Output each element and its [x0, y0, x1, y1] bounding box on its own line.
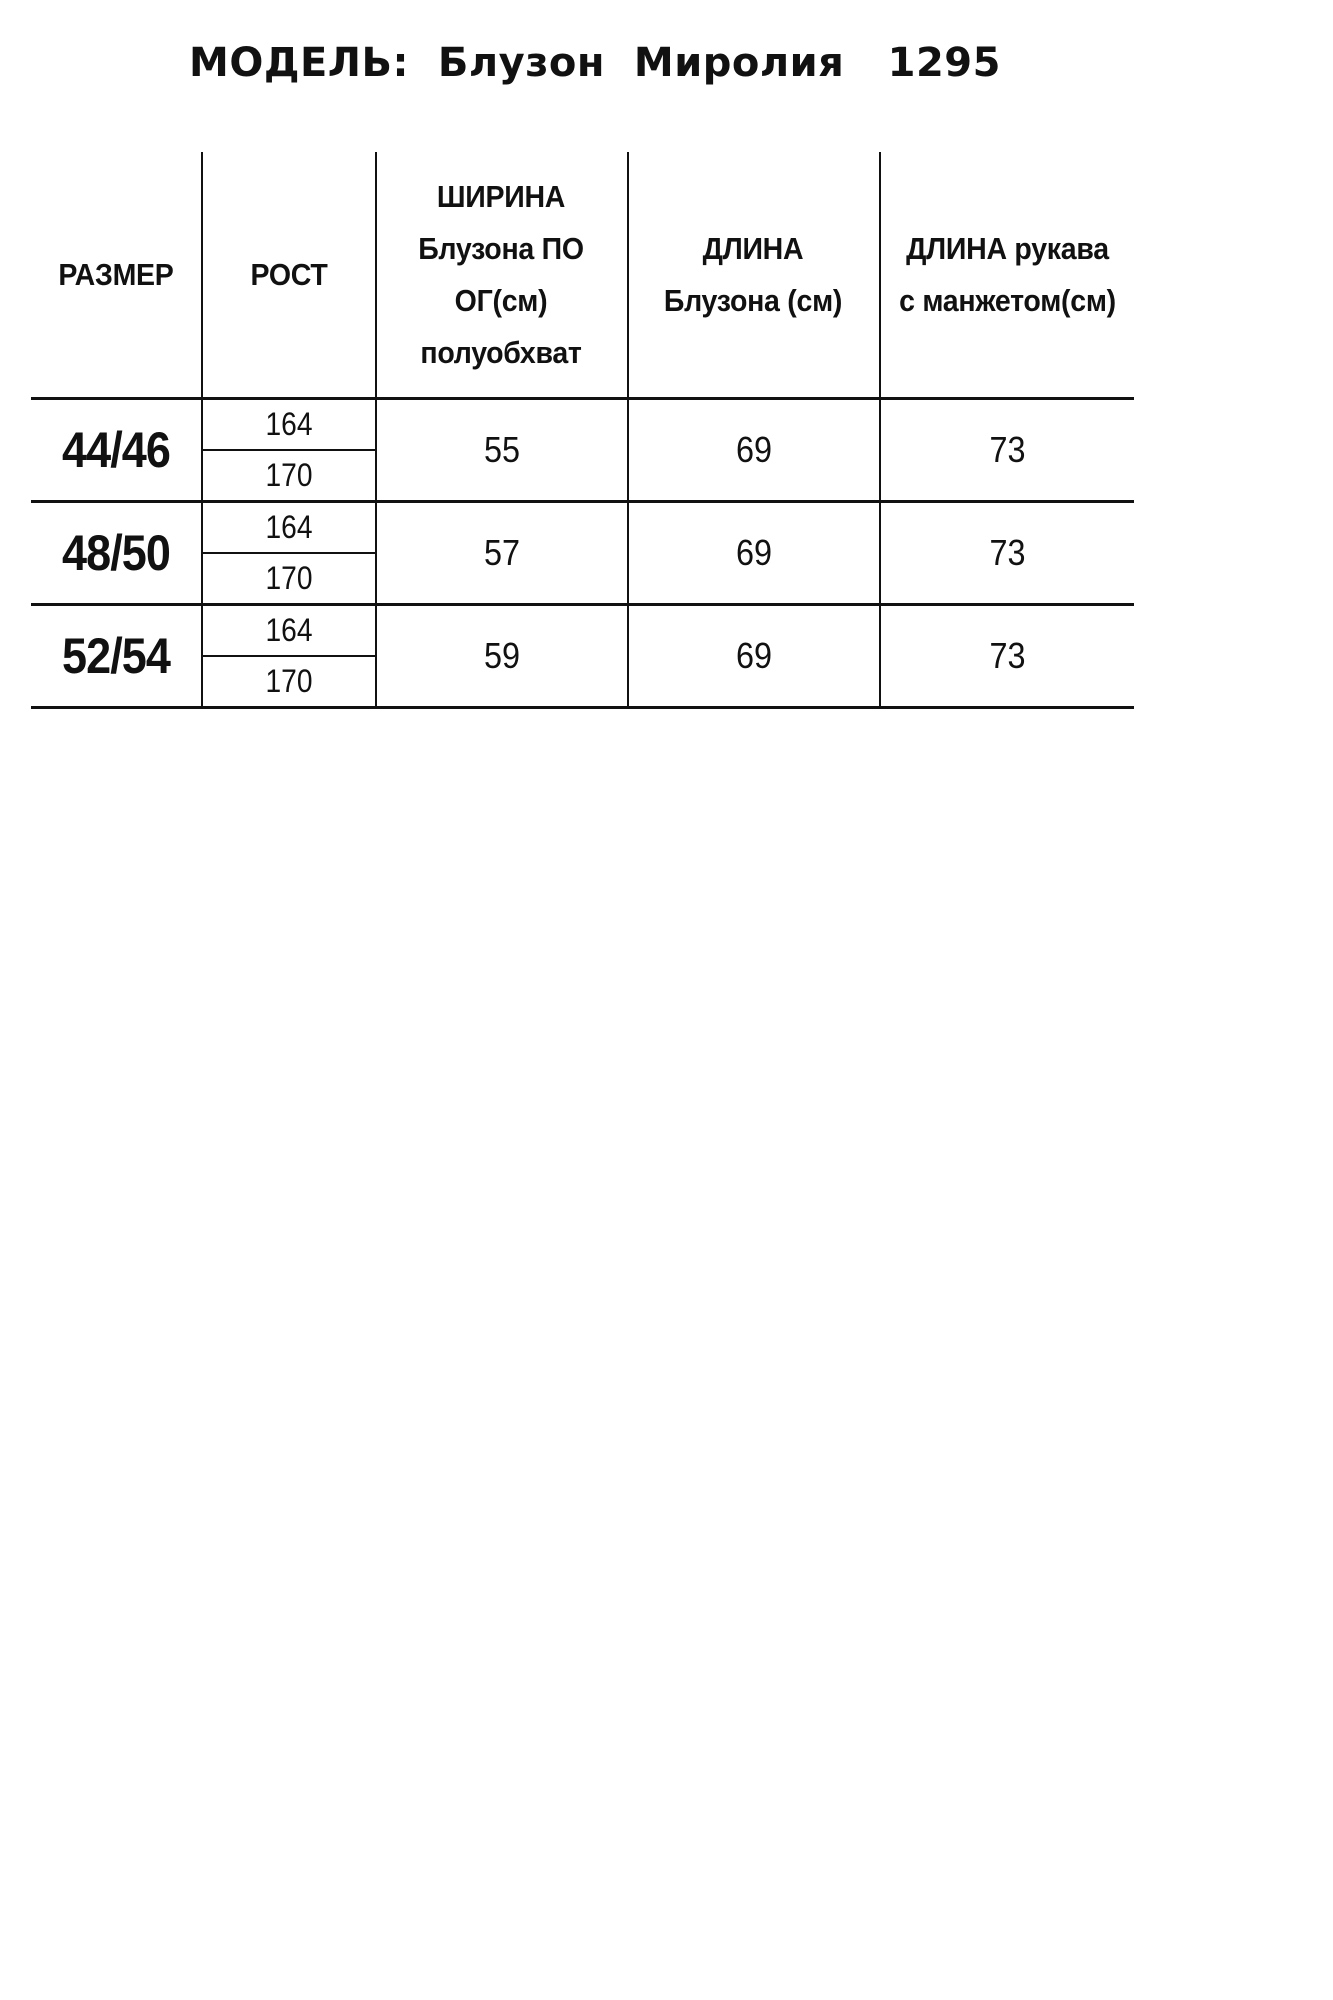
column-divider — [879, 152, 881, 709]
length-value: 69 — [735, 635, 773, 676]
height-value: 164 — [265, 406, 313, 442]
sleeve-value: 73 — [989, 429, 1026, 470]
height-value: 170 — [265, 560, 313, 596]
height-value: 164 — [265, 509, 313, 545]
height-value: 164 — [265, 612, 313, 648]
header-size: РАЗМЕР — [58, 256, 174, 292]
length-value: 69 — [735, 429, 773, 470]
size-value: 48/50 — [61, 525, 171, 581]
height-value: 170 — [265, 663, 313, 699]
column-divider — [201, 152, 203, 709]
sleeve-value: 73 — [989, 635, 1026, 676]
column-divider — [627, 152, 629, 709]
page-title: МОДЕЛЬ: Блузон Миролия 1295 — [189, 40, 1001, 86]
size-value: 44/46 — [61, 422, 171, 478]
width-value: 55 — [483, 429, 521, 470]
width-value: 59 — [483, 635, 521, 676]
column-divider — [375, 152, 377, 709]
header-width: ШИРИНА Блузона ПО ОГ(см) полуобхват — [418, 178, 584, 370]
width-value: 57 — [483, 532, 521, 573]
length-value: 69 — [735, 532, 773, 573]
height-value: 170 — [265, 457, 313, 493]
size-value: 52/54 — [61, 628, 171, 684]
sleeve-value: 73 — [989, 532, 1026, 573]
header-sleeve: ДЛИНА рукава с манжетом(см) — [899, 230, 1116, 318]
row-divider — [31, 706, 1134, 709]
header-length: ДЛИНА Блузона (см) — [663, 230, 843, 318]
header-height: РОСТ — [250, 256, 328, 292]
